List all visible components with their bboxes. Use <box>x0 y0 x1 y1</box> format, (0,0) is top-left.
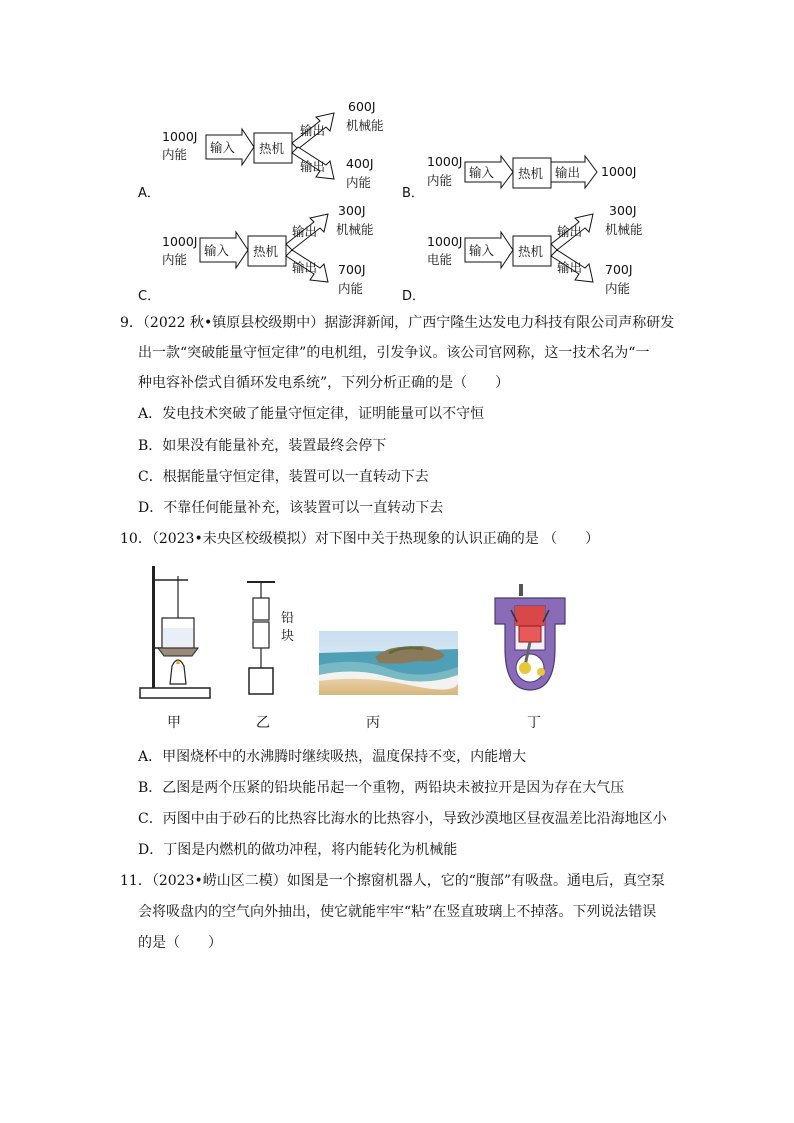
output-value: 1000J <box>601 164 637 179</box>
engine-label: 热机 <box>518 244 544 259</box>
output-up-label: 输出 <box>300 123 326 138</box>
question-10-line-1: 10．（2023•未央区校级模拟）对下图中关于热现象的认识正确的是 （ ） <box>120 531 600 547</box>
input-arrow-label: 输入 <box>210 140 236 155</box>
output-up-value: 600J <box>348 99 376 114</box>
figure-ding-engine-stroke <box>491 582 569 698</box>
question-10-option-b: B．乙图是两个压紧的铅块能吊起一个重物，两铅块未被拉开是因为存在大气压 <box>138 780 625 796</box>
output-up-label: 输出 <box>292 224 318 239</box>
input-value: 1000J <box>427 234 463 249</box>
figure-jia-boiling-apparatus <box>138 562 212 700</box>
output-down-label: 输出 <box>292 260 318 275</box>
option-letter-d: D． <box>402 289 426 304</box>
energy-flow-diagram-b <box>415 140 665 200</box>
diagram-c <box>150 200 400 305</box>
output-down-value: 700J <box>605 262 633 277</box>
option-letter-b: B． <box>402 186 424 201</box>
question-9-line-1: 9．（2022 秋•镇原县校级期中）据澎湃新闻，广西宁隆生达发电力科技有限公司声称研发 <box>120 315 675 331</box>
output-up-type: 机械能 <box>605 222 643 237</box>
input-arrow-label: 输入 <box>469 243 495 258</box>
diagram-b <box>415 140 665 200</box>
output-down-value: 400J <box>346 156 374 171</box>
option-letter-c: C． <box>138 289 161 304</box>
output-down-value: 700J <box>338 262 366 277</box>
input-type: 内能 <box>162 147 188 162</box>
question-9-option-c: C．根据能量守恒定律，装置可以一直转动下去 <box>138 469 429 485</box>
input-arrow-label: 输入 <box>204 243 230 258</box>
figure-label-bing: 丙 <box>366 715 380 731</box>
question-10-option-d: D．丁图是内燃机的做功冲程，将内能转化为机械能 <box>138 842 458 858</box>
output-up-value: 300J <box>338 203 366 218</box>
engine-label: 热机 <box>518 166 544 181</box>
question-11-line-1: 11．（2023•崂山区二模）如图是一个擦窗机器人，它的“腹部”有吸盘。通电后，真空泵 <box>120 873 666 889</box>
question-10-option-a: A．甲图烧杯中的水沸腾时继续吸热，温度保持不变，内能增大 <box>138 749 527 765</box>
input-value: 1000J <box>427 154 463 169</box>
question-9-option-a: A．发电技术突破了能量守恒定律，证明能量可以不守恒 <box>138 406 485 422</box>
output-up-type: 机械能 <box>346 118 384 133</box>
output-arrow-label: 输出 <box>555 165 581 180</box>
lead-label-2: 块 <box>281 629 295 644</box>
output-down-type: 内能 <box>338 281 364 296</box>
question-9-option-b: B．如果没有能量补充，装置最终会停下 <box>138 438 387 454</box>
diagram-d <box>415 200 675 305</box>
question-10-option-c: C．丙图中由于砂石的比热容比海水的比热容小，导致沙漠地区昼夜温差比沿海地区小 <box>138 811 667 827</box>
question-9-line-3: 种电容补偿式自循环发电系统”，下列分析正确的是（ ） <box>138 375 510 391</box>
output-down-type: 内能 <box>605 281 631 296</box>
diagram-a <box>150 95 400 200</box>
lead-label-1: 铅 <box>281 611 295 626</box>
output-down-label: 输出 <box>300 159 326 174</box>
figure-label-ding: 丁 <box>527 715 541 731</box>
option-letter-a: A． <box>138 186 160 201</box>
engine-label: 热机 <box>259 141 285 156</box>
input-value: 1000J <box>162 129 198 144</box>
question-9-line-2: 出一款“突破能量守恒定律”的电机组，引发争议。该公司官网称，这一技术名为“一 <box>138 345 650 361</box>
output-up-label: 输出 <box>557 224 583 239</box>
engine-label: 热机 <box>253 244 279 259</box>
output-down-label: 输出 <box>557 260 583 275</box>
figure-label-jia: 甲 <box>167 715 181 731</box>
output-down-type: 内能 <box>346 175 372 190</box>
figure-bing-beach-photo <box>319 631 458 695</box>
figure-label-yi: 乙 <box>256 715 270 731</box>
input-type: 内能 <box>162 252 188 267</box>
figure-yi-lead-blocks <box>243 578 279 696</box>
input-arrow-label: 输入 <box>469 165 495 180</box>
energy-flow-diagram-c <box>150 200 400 305</box>
input-type: 内能 <box>427 173 453 188</box>
energy-flow-diagram-a <box>150 95 400 200</box>
question-9-option-d: D．不靠任何能量补充，该装置可以一直转动下去 <box>138 500 444 516</box>
question-11-line-2: 会将吸盘内的空气向外抽出，使它就能牢牢“粘”在竖直玻璃上不掉落。下列说法错误 <box>138 904 657 920</box>
question-11-line-3: 的是（ ） <box>138 935 222 951</box>
energy-flow-diagram-d <box>415 200 675 305</box>
output-up-type: 机械能 <box>336 222 374 237</box>
output-up-value: 300J <box>609 203 637 218</box>
input-type: 电能 <box>427 252 453 267</box>
input-value: 1000J <box>162 234 198 249</box>
